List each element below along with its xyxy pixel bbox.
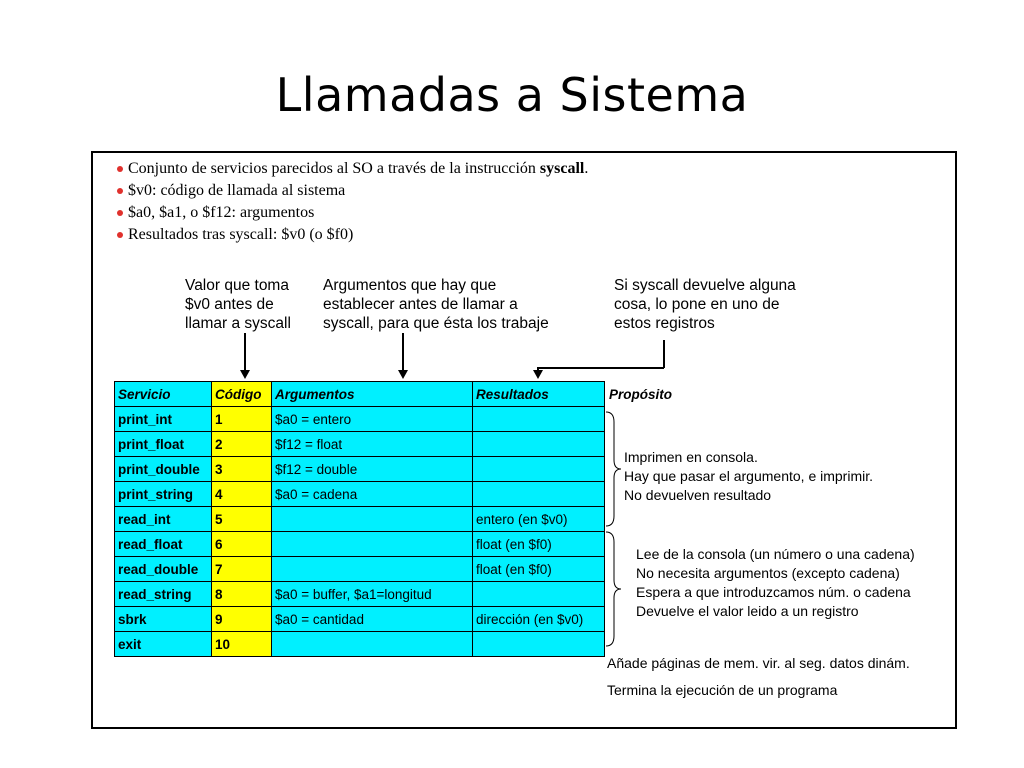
note-argumentos: Argumentos que hay que establecer antes de llamar a syscall, para que ésta los trabaje bbox=[323, 277, 549, 332]
purpose-header: Propósito bbox=[609, 387, 672, 402]
syscall-table bbox=[114, 381, 605, 657]
table-row bbox=[115, 507, 605, 532]
table-row bbox=[115, 582, 605, 607]
cell-resultados bbox=[473, 407, 605, 432]
cell-argumentos: $a0 = cadena bbox=[272, 482, 473, 507]
cell-servicio: read_int bbox=[115, 507, 212, 532]
cell-argumentos: $f12 = float bbox=[272, 432, 473, 457]
cell-resultados: float (en $f0) bbox=[473, 557, 605, 582]
note-codigo: Valor que toma $v0 antes de llamar a syscall bbox=[185, 277, 291, 332]
cell-argumentos: $a0 = entero bbox=[272, 407, 473, 432]
cell-codigo: 3 bbox=[212, 457, 272, 482]
purpose-line: Devuelve el valor leido a un registro bbox=[636, 603, 859, 619]
table-row bbox=[115, 557, 605, 582]
arrow-resultados-head bbox=[533, 370, 543, 379]
cell-argumentos bbox=[272, 557, 473, 582]
cell-servicio: read_double bbox=[115, 557, 212, 582]
cell-resultados: entero (en $v0) bbox=[473, 507, 605, 532]
header-codigo: Código bbox=[212, 382, 272, 407]
cell-servicio: read_float bbox=[115, 532, 212, 557]
cell-codigo: 4 bbox=[212, 482, 272, 507]
cell-resultados bbox=[473, 582, 605, 607]
table-row bbox=[115, 532, 605, 557]
purpose-read-group bbox=[636, 545, 915, 621]
purpose-line: Lee de la consola (un número o una cadena) bbox=[636, 546, 915, 562]
slide-title: Llamadas a Sistema bbox=[275, 68, 749, 122]
table-row bbox=[115, 457, 605, 482]
purpose-sbrk: Añade páginas de mem. vir. al seg. datos dinám. bbox=[607, 655, 910, 671]
cell-argumentos bbox=[272, 532, 473, 557]
arrow-resultados-hline bbox=[537, 367, 664, 369]
arrow-argumentos-head bbox=[398, 370, 408, 379]
arrow-codigo-line bbox=[244, 333, 246, 371]
cell-servicio: print_string bbox=[115, 482, 212, 507]
table-row bbox=[115, 407, 605, 432]
cell-codigo: 1 bbox=[212, 407, 272, 432]
cell-servicio: read_string bbox=[115, 582, 212, 607]
table-row bbox=[115, 482, 605, 507]
cell-codigo: 10 bbox=[212, 632, 272, 657]
bullet-v0: $v0: código de llamada al sistema bbox=[117, 180, 588, 202]
bullet-results: Resultados tras syscall: $v0 (o $f0) bbox=[117, 224, 588, 246]
cell-resultados bbox=[473, 432, 605, 457]
purpose-line: Hay que pasar el argumento, e imprimir. bbox=[624, 468, 873, 484]
cell-codigo: 7 bbox=[212, 557, 272, 582]
brace-read-group bbox=[604, 530, 622, 648]
table-row bbox=[115, 607, 605, 632]
cell-servicio: print_int bbox=[115, 407, 212, 432]
cell-argumentos: $a0 = buffer, $a1=longitud bbox=[272, 582, 473, 607]
purpose-line: No necesita argumentos (excepto cadena) bbox=[636, 565, 900, 581]
cell-argumentos: $f12 = double bbox=[272, 457, 473, 482]
arrow-argumentos-line bbox=[402, 333, 404, 371]
purpose-line: Espera a que introduzcamos núm. o cadena bbox=[636, 584, 911, 600]
purpose-print-group bbox=[624, 448, 873, 505]
cell-argumentos: $a0 = cantidad bbox=[272, 607, 473, 632]
cell-servicio: sbrk bbox=[115, 607, 212, 632]
arrow-codigo-head bbox=[240, 370, 250, 379]
bullet-args: $a0, $a1, o $f12: argumentos bbox=[117, 202, 588, 224]
header-argumentos: Argumentos bbox=[272, 382, 473, 407]
cell-argumentos bbox=[272, 632, 473, 657]
cell-codigo: 9 bbox=[212, 607, 272, 632]
purpose-line: Imprimen en consola. bbox=[624, 449, 758, 465]
cell-codigo: 2 bbox=[212, 432, 272, 457]
cell-codigo: 6 bbox=[212, 532, 272, 557]
purpose-line: No devuelven resultado bbox=[624, 487, 772, 503]
table-header-row bbox=[115, 382, 605, 407]
table-row bbox=[115, 432, 605, 457]
brace-print-group bbox=[604, 410, 622, 528]
cell-servicio: exit bbox=[115, 632, 212, 657]
cell-servicio: print_double bbox=[115, 457, 212, 482]
syscall-keyword: syscall bbox=[539, 160, 585, 177]
bullet-text: Conjunto de servicios parecidos al SO a través de la instrucción bbox=[128, 160, 540, 177]
cell-argumentos bbox=[272, 507, 473, 532]
purpose-exit: Termina la ejecución de un programa bbox=[607, 682, 838, 698]
cell-resultados: dirección (en $v0) bbox=[473, 607, 605, 632]
table-row bbox=[115, 632, 605, 657]
bullet-syscall bbox=[117, 158, 588, 180]
arrow-resultados-vline1 bbox=[663, 340, 665, 368]
bullet-text-end: . bbox=[584, 160, 589, 177]
cell-resultados: float (en $f0) bbox=[473, 532, 605, 557]
cell-codigo: 8 bbox=[212, 582, 272, 607]
cell-resultados bbox=[473, 632, 605, 657]
header-servicio: Servicio bbox=[115, 382, 212, 407]
cell-resultados bbox=[473, 457, 605, 482]
header-resultados: Resultados bbox=[473, 382, 605, 407]
bullet-list bbox=[117, 158, 588, 246]
cell-resultados bbox=[473, 482, 605, 507]
cell-codigo: 5 bbox=[212, 507, 272, 532]
note-resultados: Si syscall devuelve alguna cosa, lo pone en uno de estos registros bbox=[614, 277, 796, 332]
cell-servicio: print_float bbox=[115, 432, 212, 457]
